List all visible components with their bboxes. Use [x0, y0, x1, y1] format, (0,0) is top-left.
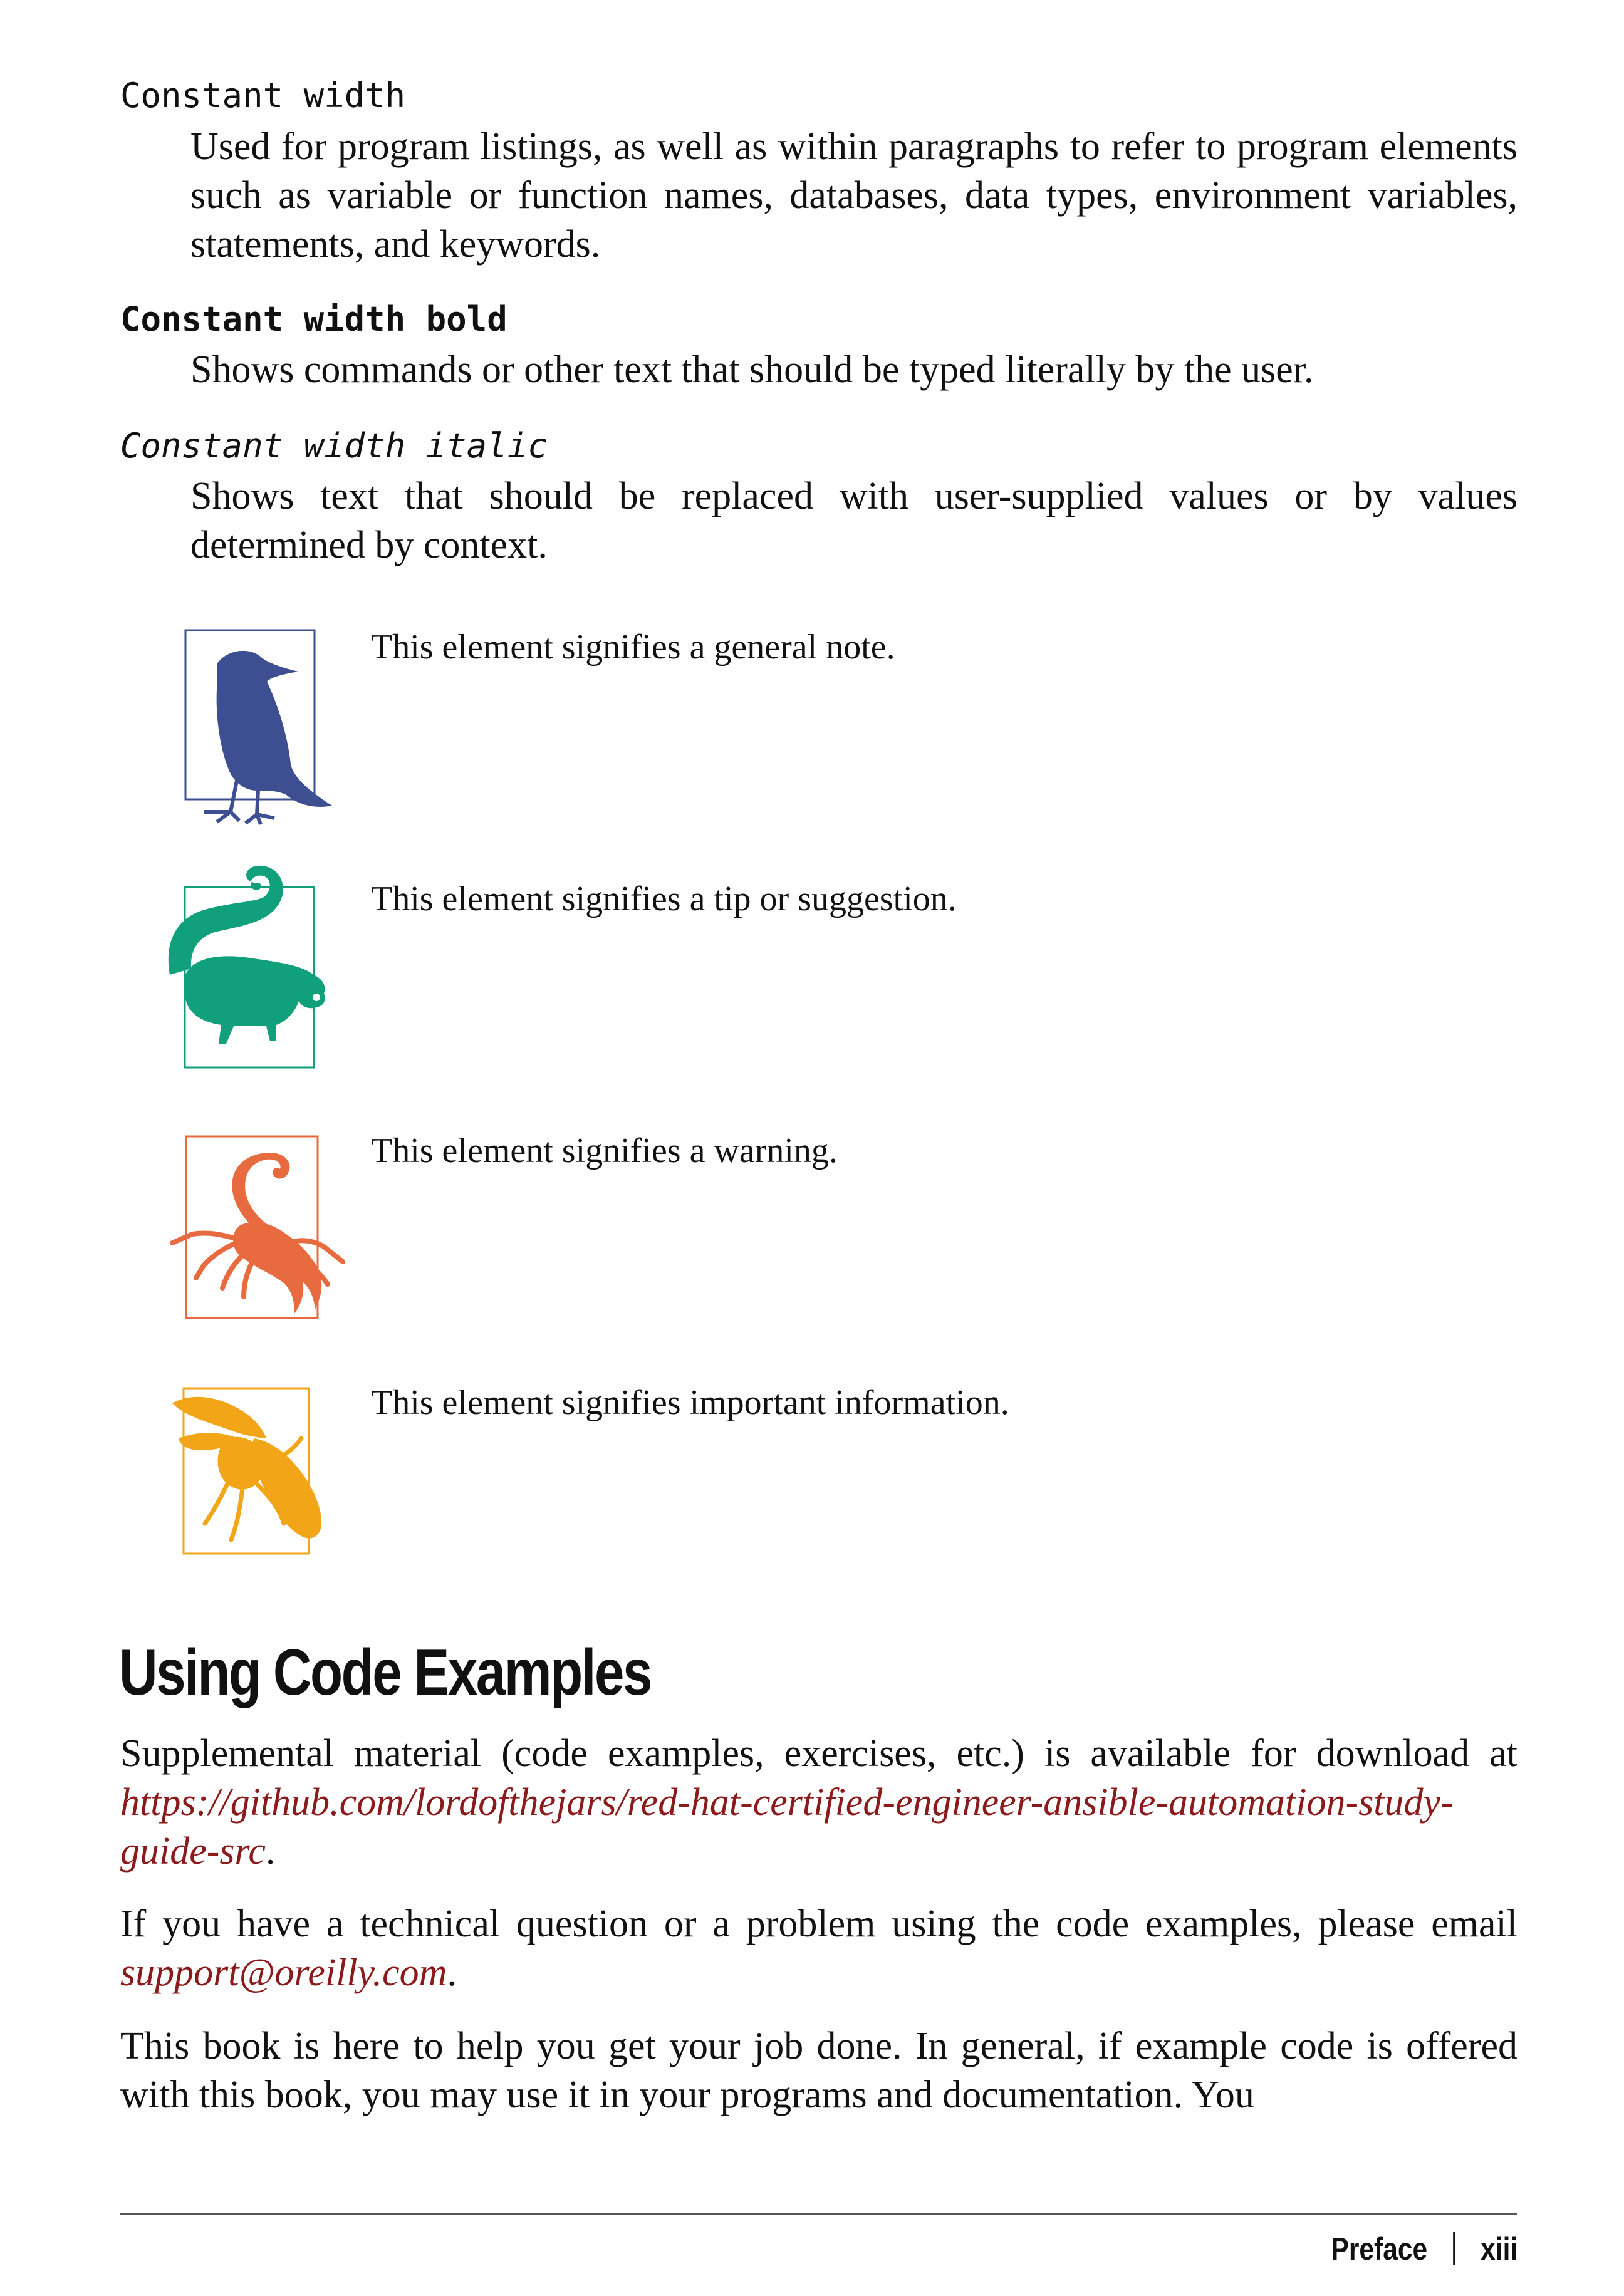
warning-text: This element signifies a warning. [371, 1131, 838, 1170]
footer-separator [1453, 2232, 1455, 2265]
paragraph-permissions: This book is here to help you get your job done. In general, if example code is offered with this book, you may use it in your programs and documentation. You [120, 2025, 1517, 2116]
definition-constant-width-italic: Shows text that should be replaced with user-supplied values or by values determined by context. [190, 475, 1517, 566]
paragraph-supplemental [120, 1729, 1517, 1876]
definition-constant-width: Used for program listings, as well as within paragraphs to refer to program elements such as variable or function names, databases, data types, environment variables, statements, and keywords. [190, 125, 1517, 266]
term-constant-width: Constant width [120, 76, 406, 115]
definition-constant-width-bold: Shows commands or other text that should be typed literally by the user. [190, 348, 1314, 391]
support-email-link[interactable]: support@oreilly.com [120, 1951, 447, 1994]
paragraph-support [120, 1899, 1517, 1997]
important-text: This element signifies important information. [371, 1383, 1009, 1422]
footer-page-number: xiii [1480, 2231, 1517, 2267]
tip-text: This element signifies a tip or suggestion. [371, 880, 957, 918]
term-constant-width-bold: Constant width bold [120, 299, 508, 339]
term-constant-width-italic: Constant width italic [120, 426, 548, 465]
crow-note-icon [157, 626, 345, 827]
lemur-tip-icon [160, 865, 348, 1084]
footer-rule [120, 2213, 1517, 2215]
wasp-important-icon [160, 1378, 348, 1566]
note-text: This element signifies a general note. [371, 628, 895, 667]
page-footer [1331, 2227, 1517, 2271]
footer-section-label: Preface [1331, 2231, 1427, 2267]
github-repo-link[interactable]: https://github.com/lordofthejars/red-hat-certified-engineer-ansible-automation-study-guide-src [120, 1781, 1454, 1873]
paragraph-supplemental-end: . [265, 1830, 276, 1873]
paragraph-supplemental-text: Supplemental material (code examples, exercises, etc.) is available for download at [120, 1732, 1517, 1775]
paragraph-support-end: . [447, 1951, 457, 1994]
section-heading: Using Code Examples [119, 1636, 651, 1709]
scorpion-warning-icon [160, 1128, 360, 1328]
paragraph-support-text: If you have a technical question or a problem using the code examples, please email [120, 1903, 1517, 1945]
